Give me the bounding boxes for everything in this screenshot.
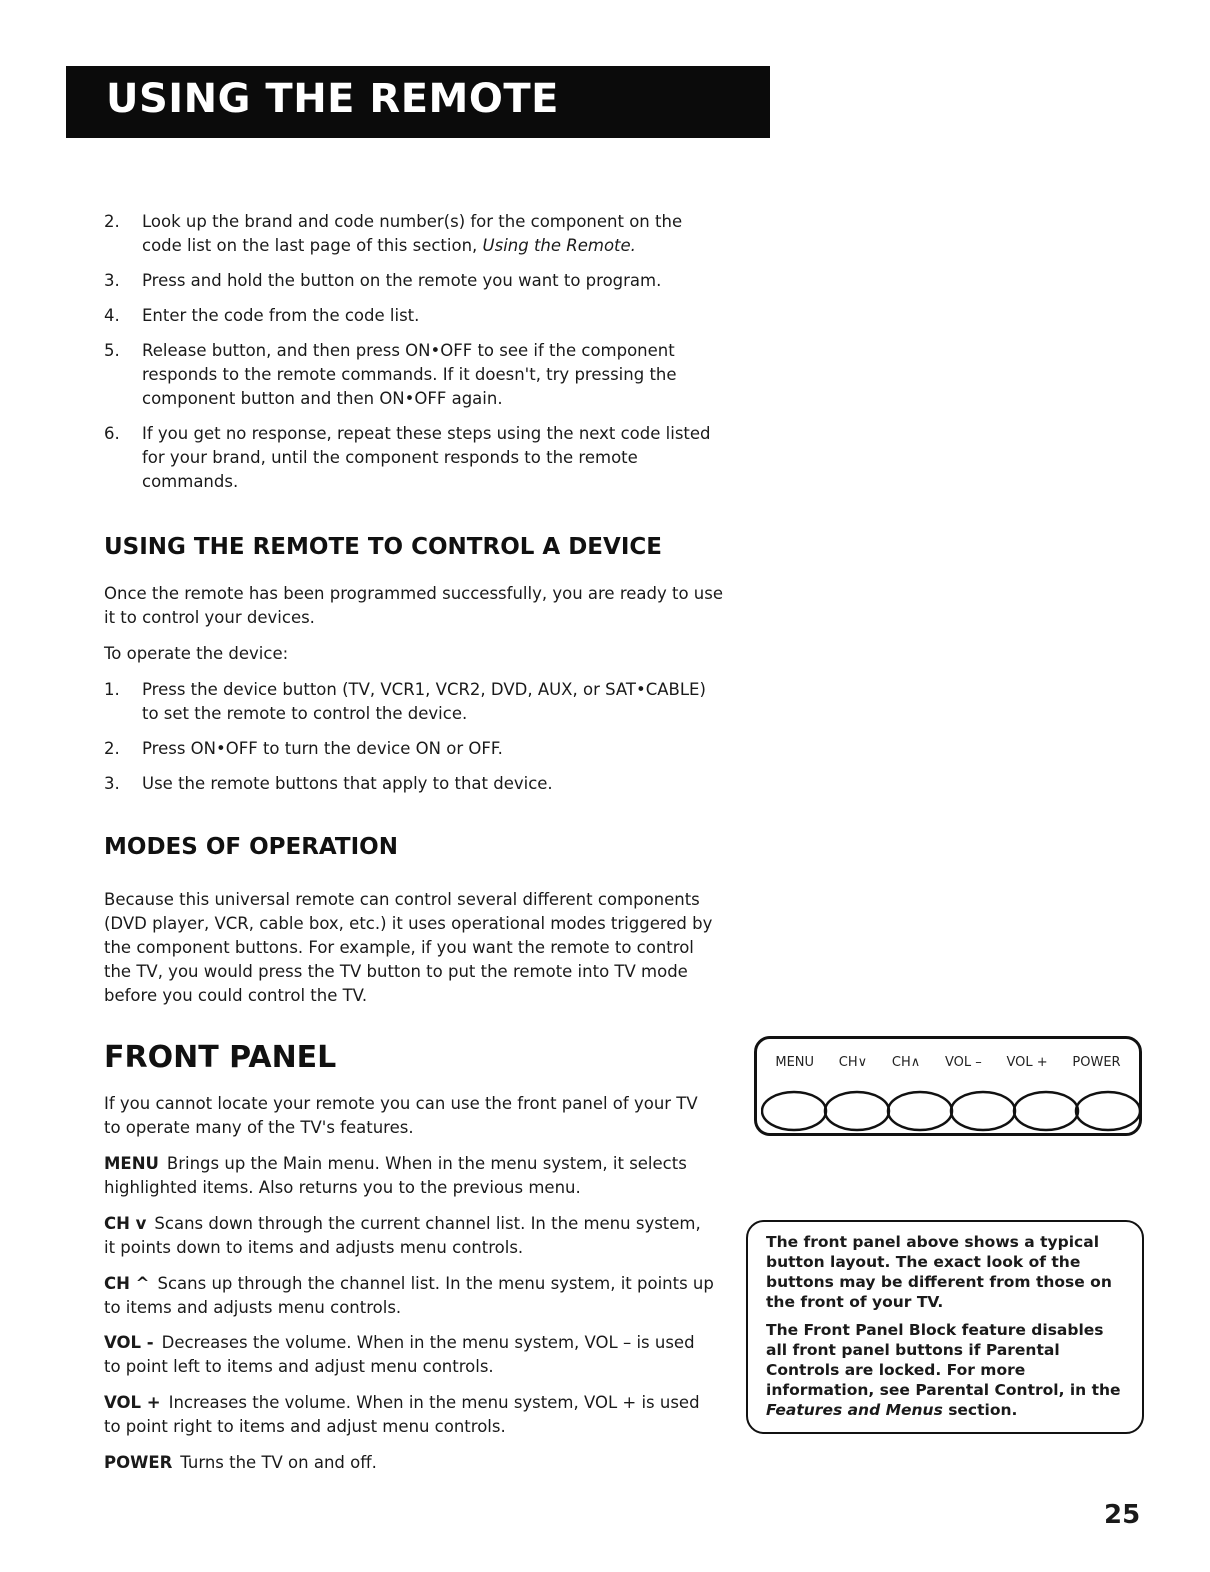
front-panel-intro: If you cannot locate your remote you can use the front panel of your TV to operate many of the TV's features. xyxy=(104,1094,698,1137)
list-item: 5. Release button, and then press ON•OFF to see if the component responds to the remote commands. If it doesn't, try pressing the component button and then ON•OFF again. xyxy=(104,341,677,408)
control-heading: USING THE REMOTE TO CONTROL A DEVICE xyxy=(104,534,662,560)
control-lead: To operate the device: xyxy=(104,644,289,663)
term-menu: MENU Brings up the Main menu. When in the menu system, it selects highlighted items. Also returns you to the previous menu. xyxy=(104,1154,687,1197)
list-item: 2. Look up the brand and code number(s) for the component on the code list on the last page of this section, Using the Remote. xyxy=(104,212,683,255)
front-panel-illustration xyxy=(754,1036,1142,1136)
panel-buttons xyxy=(761,1089,1141,1135)
list-item: 2. Press ON•OFF to turn the device ON or OFF. xyxy=(104,739,503,758)
panel-label-vol-down: VOL – xyxy=(944,1055,982,1070)
panel-labels xyxy=(757,1055,1139,1070)
page-number: 25 xyxy=(1104,1500,1141,1530)
modes-heading: MODES OF OPERATION xyxy=(104,834,398,860)
front-panel-heading: FRONT PANEL xyxy=(104,1040,337,1075)
note-paragraph: The Front Panel Block feature disables all front panel buttons if Parental Controls are locked. For more information, see Parental Control, in the Features and Menus section. xyxy=(766,1321,1121,1419)
panel-label-power: POWER xyxy=(1072,1055,1121,1070)
panel-label-ch-down: CH∨ xyxy=(838,1055,868,1070)
panel-button-vol-up xyxy=(1014,1092,1078,1130)
list-item: 3. Use the remote buttons that apply to that device. xyxy=(104,774,553,793)
panel-button-vol-down xyxy=(951,1092,1015,1130)
term-vol-down: VOL - Decreases the volume. When in the menu system, VOL – is used to point left to items and adjust menu controls. xyxy=(104,1333,695,1376)
page-title: USING THE REMOTE xyxy=(106,76,559,122)
modes-text: Because this universal remote can control several different components (DVD player, VCR, cable box, etc.) it uses operational modes triggered by the component buttons. For example, if you want the remote to control the TV, you would press the TV button to put the remote into TV mode before you could control the TV. xyxy=(104,890,713,1005)
panel-label-vol-up: VOL + xyxy=(1006,1055,1048,1070)
panel-label-ch-up: CH∧ xyxy=(891,1055,921,1070)
term-ch-up: CH ^ Scans up through the channel list. In the menu system, it points up to items and adjusts menu controls. xyxy=(104,1274,714,1317)
term-ch-down: CH v Scans down through the current channel list. In the menu system, it points down to items and adjusts menu controls. xyxy=(104,1214,701,1257)
panel-label-menu: MENU xyxy=(775,1055,815,1070)
panel-button-power xyxy=(1076,1092,1140,1130)
list-item: 1. Press the device button (TV, VCR1, VCR2, DVD, AUX, or SAT•CABLE) to set the remote to control the device. xyxy=(104,680,706,723)
title-bar xyxy=(66,66,770,138)
panel-button-menu xyxy=(762,1092,826,1130)
control-intro: Once the remote has been programmed successfully, you are ready to use it to control your devices. xyxy=(104,584,724,627)
panel-button-ch-down xyxy=(825,1092,889,1130)
programming-steps xyxy=(104,210,724,505)
list-item: 3. Press and hold the button on the remote you want to program. xyxy=(104,271,662,290)
note-paragraph: The front panel above shows a typical button layout. The exact look of the buttons may be different from those on the front of your TV. xyxy=(766,1233,1112,1311)
note-box xyxy=(746,1220,1144,1434)
term-power: POWER Turns the TV on and off. xyxy=(104,1453,377,1472)
panel-button-ch-up xyxy=(888,1092,952,1130)
list-item: 4. Enter the code from the code list. xyxy=(104,306,420,325)
list-item: 6. If you get no response, repeat these steps using the next code listed for your brand, until the component responds to the remote commands. xyxy=(104,424,711,491)
term-vol-up: VOL + Increases the volume. When in the menu system, VOL + is used to point right to items and adjust menu controls. xyxy=(104,1393,700,1436)
control-steps xyxy=(104,678,724,807)
